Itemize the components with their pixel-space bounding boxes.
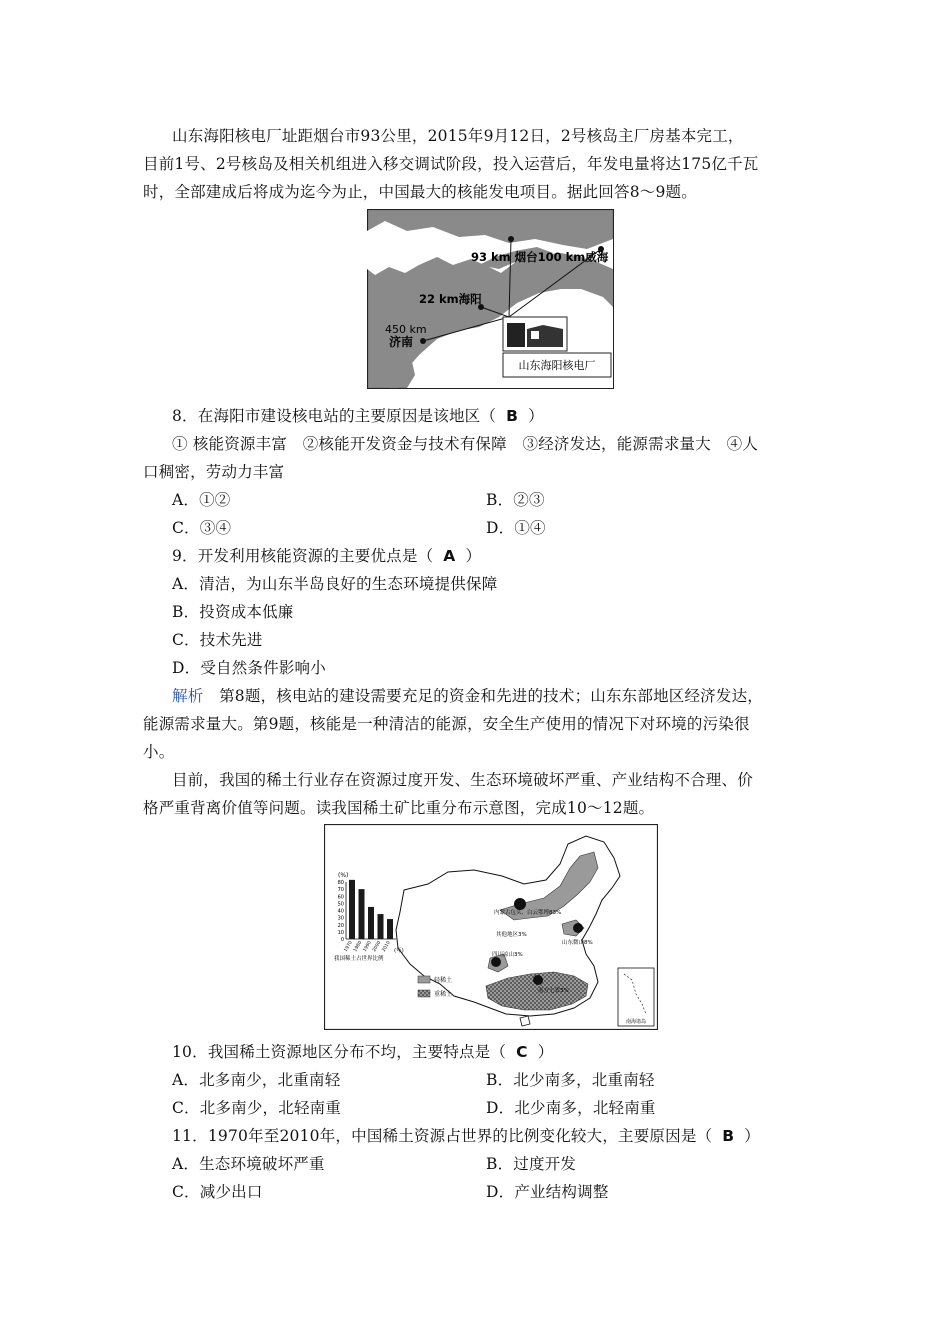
q9-option-a: A．清洁，为山东半岛良好的生态环境提供保障: [172, 575, 498, 593]
label-sichuan-liangshan: 四川凉山3%: [492, 952, 523, 958]
y-tick-label: 20: [337, 922, 344, 929]
label-baotou: 内蒙古包头、白云鄂博83%: [494, 910, 562, 916]
y-tick-label: 40: [337, 908, 344, 915]
analysis-line1: 解析 第8题，核电站的建设需要充足的资金和先进的技术；山东东部地区经济发达，: [172, 687, 763, 705]
chart-caption: 我国稀土占世界比例: [334, 956, 384, 962]
bar-2000: [378, 914, 384, 939]
q11-answer: B: [722, 1127, 735, 1145]
x-tick-label: 2000: [372, 940, 383, 953]
intro1-line1: 山东海阳核电厂址距烟台市93公里，2015年9月12日，2号核岛主厂房基本完工，: [172, 127, 744, 145]
x-tick-label: 1990: [362, 940, 373, 953]
chart-y-unit: (%): [338, 872, 349, 879]
jinan-label: 济南: [389, 335, 414, 349]
q11-option-d: D．产业结构调整: [486, 1183, 609, 1201]
analysis-line3: 小。: [143, 743, 175, 761]
chart-x-unit: (年): [394, 948, 404, 954]
y-tick-label: 0: [340, 937, 344, 943]
q8-option-c: C．③④: [172, 519, 232, 537]
x-tick-label: 1980: [353, 940, 364, 953]
haiyang-map: [367, 209, 614, 389]
y-tick-label: 50: [337, 901, 344, 908]
intro2-line1: 目前，我国的稀土行业存在资源过度开发、生态环境破坏严重、产业结构不合理、价: [172, 771, 753, 789]
bar-1990: [368, 907, 374, 939]
y-tick-label: 30: [337, 915, 344, 922]
y-tick-label: 70: [337, 887, 344, 894]
plant-caption: 山东海阳核电厂: [518, 359, 596, 372]
y-tick-label: 60: [337, 894, 344, 901]
legend-heavy-label: 重稀土: [434, 991, 453, 998]
q8-stem: 8．在海阳市建设核电站的主要原因是该地区（ B ）: [172, 407, 544, 425]
jinan-distance-label: 450 km: [385, 323, 427, 336]
bar-2010: [387, 919, 393, 939]
x-tick-label: 2010: [381, 940, 392, 953]
haiyang-label: 22 km海阳: [419, 292, 482, 306]
q9-option-b: B．投资成本低廉: [172, 603, 294, 621]
q11-option-c: C．减少出口: [172, 1183, 263, 1201]
legend-light-label: 轻稀土: [434, 977, 453, 984]
y-tick-label: 80: [337, 880, 344, 886]
label-south-seven-provinces: 南方七省3%: [538, 988, 569, 994]
yantai-weihai-label: 93 km 烟台100 km威海: [471, 250, 609, 264]
bar-1970: [349, 880, 355, 939]
q11-stem: 11．1970年至2010年，中国稀土资源占世界的比例变化较大，主要原因是（ B ）: [172, 1127, 760, 1145]
analysis-line2: 能源需求量大。第9题，核能是一种清洁的能源，安全生产使用的情况下对环境的污染很: [143, 715, 750, 733]
legend-heavy-swatch: [418, 990, 430, 997]
q9-option-c: C．技术先进: [172, 631, 263, 649]
label-other-regions: 其他地区3%: [496, 932, 527, 938]
q9-stem: 9．开发利用核能资源的主要优点是（ A ）: [172, 547, 482, 565]
q8-option-a: A．①②: [172, 491, 231, 509]
inset-caption: 南海诸岛: [625, 1019, 647, 1025]
analysis-tag: 解析: [172, 687, 204, 705]
bar-1980: [359, 889, 365, 939]
q10-answer: C: [516, 1043, 528, 1061]
intro1-line2: 目前1号、2号核岛及相关机组进入移交调试阶段，投入运营后，年发电量将达175亿千瓦: [143, 155, 759, 173]
q8-statements-line2: 口稠密，劳动力丰富: [143, 463, 285, 481]
q10-option-d: D．北少南多，北轻南重: [486, 1099, 656, 1117]
q8-option-b: B．②③: [486, 491, 545, 509]
q8-option-d: D．①④: [486, 519, 546, 537]
q10-option-c: C．北多南少，北轻南重: [172, 1099, 342, 1117]
legend-light-swatch: [418, 976, 430, 983]
q8-statements-line1: ① 核能资源丰富 ②核能开发资金与技术有保障 ③经济发达，能源需求量大 ④人: [172, 435, 759, 453]
intro1-line3: 时，全部建成后将成为迄今为止，中国最大的核能发电项目。据此回答8～9题。: [143, 183, 697, 201]
q8-answer: B: [506, 407, 519, 425]
q9-option-d: D．受自然条件影响小: [172, 659, 326, 677]
intro2-line2: 格严重背离价值等问题。读我国稀土矿比重分布示意图，完成10～12题。: [143, 799, 655, 817]
q10-option-b: B．北少南多，北重南轻: [486, 1071, 655, 1089]
y-tick-label: 10: [337, 929, 344, 936]
q10-option-a: A．北多南少，北重南轻: [172, 1071, 341, 1089]
rare-earth-map: [324, 824, 658, 1030]
q11-option-b: B．过度开发: [486, 1155, 577, 1173]
q10-stem: 10．我国稀土资源地区分布不均，主要特点是（ C ）: [172, 1043, 554, 1061]
label-shandong-weishan: 山东微山8%: [562, 940, 593, 946]
q11-option-a: A．生态环境破坏严重: [172, 1155, 325, 1173]
q9-answer: A: [443, 547, 456, 565]
x-tick-label: 1970: [343, 940, 354, 953]
